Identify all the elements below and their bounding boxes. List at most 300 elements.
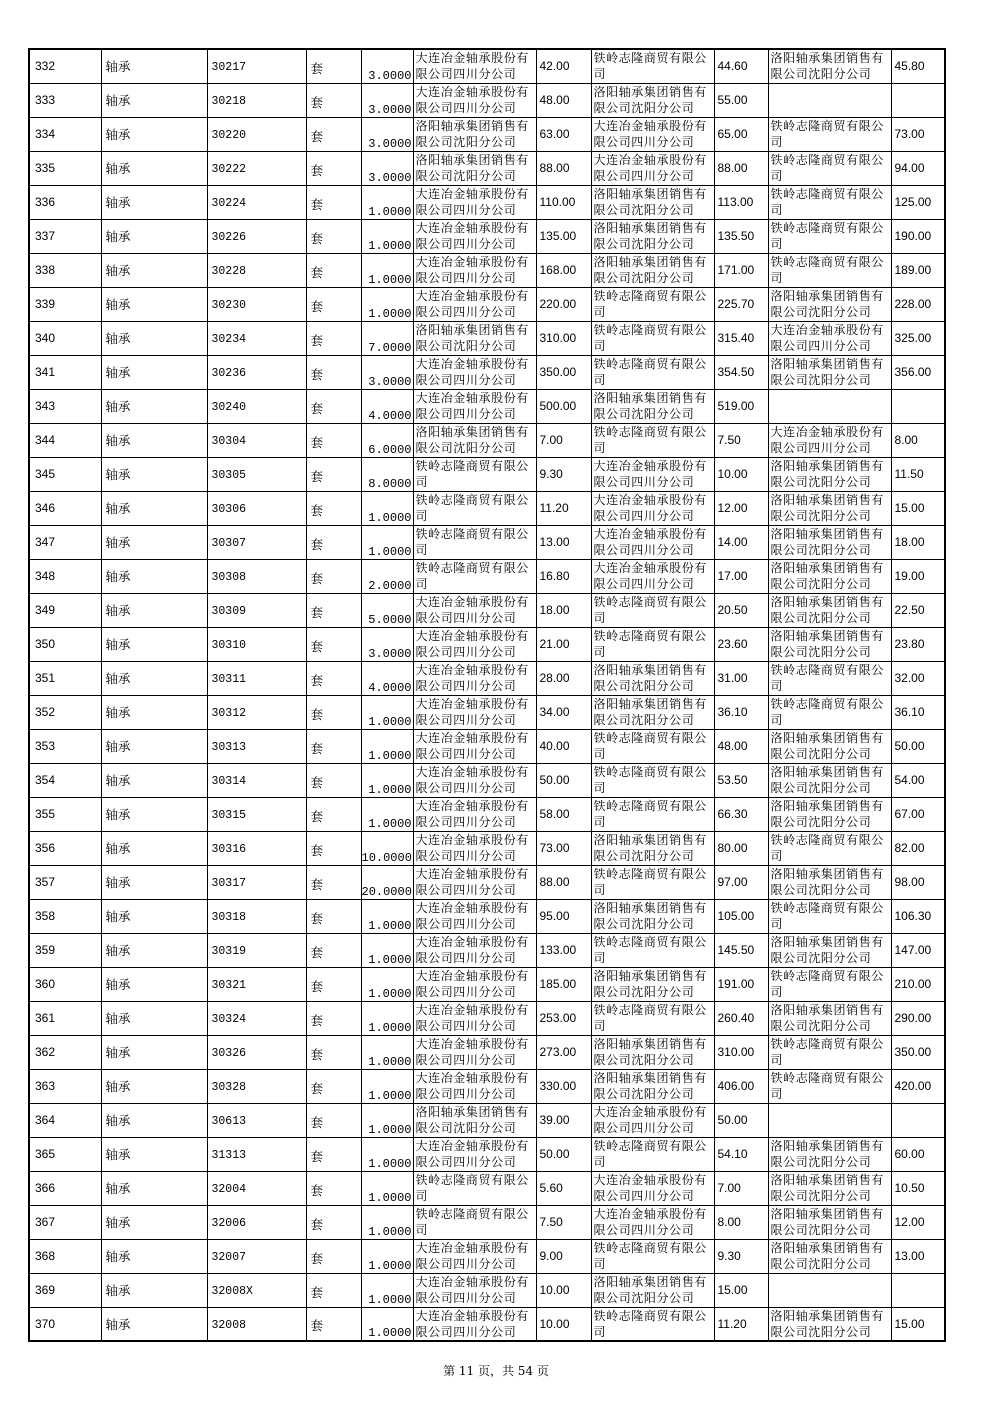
item-model-cell: [207, 219, 306, 253]
item-model: 32007: [211, 1251, 247, 1264]
supplier-2: 大连冶金轴承股份有限公司四川分公司: [593, 1206, 707, 1237]
item-unit-cell: [306, 117, 361, 151]
item-no-cell: [29, 695, 101, 729]
supplier-3: 洛阳轴承集团销售有限公司沈阳分公司: [770, 866, 884, 897]
price-2: 10.00: [717, 467, 748, 481]
table-row: [29, 253, 945, 287]
item-no-cell: [29, 967, 101, 1001]
price-1-cell: [536, 117, 591, 151]
supplier-1: 洛阳轴承集团销售有限公司沈阳分公司: [415, 1104, 529, 1135]
price-2-cell: [714, 219, 768, 253]
supplier-3-cell: [768, 117, 891, 151]
supplier-1-cell: [413, 865, 536, 899]
item-quantity-cell: [361, 695, 413, 729]
price-3: 22.50: [894, 603, 925, 617]
item-name: 轴承: [105, 841, 131, 856]
supplier-3: 洛阳轴承集团销售有限公司沈阳分公司: [770, 1308, 884, 1339]
item-quantity: 3.0000: [368, 646, 412, 661]
item-no-cell: [29, 457, 101, 491]
item-model: 30321: [211, 979, 247, 992]
item-no: 341: [35, 365, 56, 379]
supplier-1: 大连冶金轴承股份有限公司四川分公司: [415, 1002, 529, 1033]
item-name: 轴承: [105, 637, 131, 652]
supplier-1-cell: [413, 1035, 536, 1069]
item-no-cell: [29, 1307, 101, 1341]
item-no-cell: [29, 49, 101, 83]
price-3: 15.00: [894, 501, 925, 515]
item-name: 轴承: [105, 365, 131, 380]
price-3-cell: [891, 831, 945, 865]
item-model: 32004: [211, 1183, 247, 1196]
item-model: 30309: [211, 605, 247, 618]
table-row: [29, 1205, 945, 1239]
price-2: 171.00: [717, 263, 755, 277]
item-name: 轴承: [105, 1249, 131, 1264]
price-3-cell: [891, 1137, 945, 1171]
supplier-1: 大连冶金轴承股份有限公司四川分公司: [415, 968, 529, 999]
price-1-cell: [536, 1273, 591, 1307]
price-3: 18.00: [894, 535, 925, 549]
item-unit-cell: [306, 763, 361, 797]
supplier-1: 大连冶金轴承股份有限公司四川分公司: [415, 1036, 529, 1067]
item-unit: 套: [310, 162, 324, 178]
price-2-cell: [714, 1069, 768, 1103]
item-name: 轴承: [105, 229, 131, 244]
price-1: 310.00: [539, 331, 577, 345]
item-unit: 套: [310, 1182, 324, 1198]
supplier-2-cell: [591, 831, 714, 865]
item-name-cell: [101, 219, 207, 253]
item-quantity: 1.0000: [368, 714, 412, 729]
item-unit: 套: [310, 1080, 324, 1096]
item-unit: 套: [310, 876, 324, 892]
item-model-cell: [207, 967, 306, 1001]
item-no: 354: [35, 773, 56, 787]
supplier-1: 铁岭志隆商贸有限公司: [415, 1172, 529, 1203]
price-3-cell: [891, 593, 945, 627]
item-model-cell: [207, 1103, 306, 1137]
item-model: 31313: [211, 1149, 247, 1162]
price-2: 17.00: [717, 569, 748, 583]
price-2-cell: [714, 151, 768, 185]
item-quantity-cell: [361, 559, 413, 593]
item-unit: 套: [310, 1012, 324, 1028]
item-model: 30217: [211, 61, 247, 75]
item-unit-cell: [306, 287, 361, 321]
supplier-3: 铁岭志隆商贸有限公司: [770, 832, 884, 863]
item-unit-cell: [306, 661, 361, 695]
supplier-2: 铁岭志隆商贸有限公司: [593, 1138, 707, 1169]
price-2: 135.50: [717, 229, 755, 243]
item-no: 361: [35, 1011, 56, 1025]
supplier-2: 大连冶金轴承股份有限公司四川分公司: [593, 1104, 707, 1135]
price-1: 11.20: [539, 501, 569, 515]
price-2: 54.10: [717, 1147, 748, 1161]
supplier-2-cell: [591, 1001, 714, 1035]
price-3: 19.00: [894, 569, 925, 583]
item-model: 30318: [211, 911, 247, 924]
item-name-cell: [101, 1273, 207, 1307]
price-3-cell: [891, 1273, 945, 1307]
item-model: 30236: [211, 367, 247, 380]
supplier-2-cell: [591, 457, 714, 491]
price-2: 65.00: [717, 127, 748, 141]
item-no-cell: [29, 797, 101, 831]
supplier-1-cell: [413, 355, 536, 389]
price-1-cell: [536, 1239, 591, 1273]
price-1: 253.00: [539, 1011, 577, 1025]
supplier-1: 铁岭志隆商贸有限公司: [415, 1206, 529, 1237]
supplier-1: 大连冶金轴承股份有限公司四川分公司: [415, 1274, 529, 1305]
price-3-cell: [891, 1103, 945, 1137]
item-no: 337: [35, 229, 56, 243]
item-name: 轴承: [105, 943, 131, 958]
item-quantity-cell: [361, 1307, 413, 1341]
table-row: [29, 661, 945, 695]
supplier-1-cell: [413, 593, 536, 627]
supplier-1-cell: [413, 797, 536, 831]
price-3: 190.00: [894, 229, 932, 243]
item-quantity-cell: [361, 253, 413, 287]
supplier-2-cell: [591, 83, 714, 117]
item-quantity-cell: [361, 287, 413, 321]
item-name-cell: [101, 1035, 207, 1069]
price-1: 18.00: [539, 603, 570, 617]
supplier-2-cell: [591, 219, 714, 253]
item-name: 轴承: [105, 671, 131, 686]
supplier-3-cell: [768, 933, 891, 967]
item-no-cell: [29, 627, 101, 661]
price-3-cell: [891, 899, 945, 933]
price-2: 88.00: [717, 161, 748, 175]
supplier-1-cell: [413, 185, 536, 219]
item-name-cell: [101, 763, 207, 797]
price-1-cell: [536, 491, 591, 525]
item-quantity-cell: [361, 729, 413, 763]
item-quantity-cell: [361, 967, 413, 1001]
supplier-3: 大连冶金轴承股份有限公司四川分公司: [770, 424, 884, 455]
item-quantity-cell: [361, 1205, 413, 1239]
item-model-cell: [207, 899, 306, 933]
item-model: 30316: [211, 843, 247, 856]
supplier-2: 洛阳轴承集团销售有限公司沈阳分公司: [593, 832, 707, 863]
price-1: 50.00: [539, 1147, 570, 1161]
supplier-3: 洛阳轴承集团销售有限公司沈阳分公司: [770, 934, 884, 965]
price-1: 50.00: [539, 773, 570, 787]
supplier-1-cell: [413, 661, 536, 695]
item-quantity: 1.0000: [368, 782, 412, 797]
item-no-cell: [29, 1103, 101, 1137]
supplier-3-cell: [768, 831, 891, 865]
item-model: 30308: [211, 571, 247, 584]
item-model-cell: [207, 593, 306, 627]
table-row: [29, 389, 945, 423]
item-unit: 套: [310, 400, 324, 416]
price-2-cell: [714, 83, 768, 117]
price-2: 113.00: [717, 195, 754, 209]
supplier-3-cell: [768, 525, 891, 559]
item-no-cell: [29, 1069, 101, 1103]
item-no: 369: [35, 1283, 56, 1297]
item-no: 338: [35, 263, 56, 277]
item-quantity: 1.0000: [368, 1258, 412, 1273]
item-quantity-cell: [361, 899, 413, 933]
supplier-1-cell: [413, 389, 536, 423]
item-name: 轴承: [105, 705, 131, 720]
price-2: 36.10: [717, 705, 748, 719]
supplier-3-cell: [768, 729, 891, 763]
item-model-cell: [207, 321, 306, 355]
supplier-2-cell: [591, 185, 714, 219]
item-model: 30226: [211, 231, 247, 244]
item-quantity-cell: [361, 933, 413, 967]
supplier-3-cell: [768, 1307, 891, 1341]
price-3: 36.10: [894, 705, 925, 719]
supplier-3-cell: [768, 695, 891, 729]
table-row: [29, 117, 945, 151]
item-quantity: 3.0000: [368, 374, 412, 389]
supplier-2-cell: [591, 287, 714, 321]
supplier-2-cell: [591, 1239, 714, 1273]
price-2: 15.00: [717, 1283, 748, 1297]
price-3: 350.00: [894, 1045, 932, 1059]
supplier-3-cell: [768, 763, 891, 797]
supplier-2-cell: [591, 321, 714, 355]
item-name: 轴承: [105, 535, 131, 550]
item-unit: 套: [310, 298, 324, 314]
table-row: [29, 185, 945, 219]
item-no-cell: [29, 83, 101, 117]
price-1: 42.00: [539, 59, 570, 74]
item-model: 30613: [211, 1115, 247, 1128]
item-no-cell: [29, 763, 101, 797]
price-3-cell: [891, 627, 945, 661]
supplier-1: 洛阳轴承集团销售有限公司沈阳分公司: [415, 152, 529, 183]
supplier-3-cell: [768, 593, 891, 627]
table-row: [29, 559, 945, 593]
item-model-cell: [207, 1137, 306, 1171]
price-2-cell: [714, 1035, 768, 1069]
item-no: 350: [35, 637, 56, 651]
supplier-2: 大连冶金轴承股份有限公司四川分公司: [593, 458, 707, 489]
item-quantity: 20.0000: [361, 884, 412, 899]
item-quantity: 1.0000: [368, 1156, 412, 1171]
table-row: [29, 627, 945, 661]
table-row: [29, 933, 945, 967]
page-number-text: 第 11 页，共 54 页: [443, 1364, 549, 1378]
item-no-cell: [29, 1205, 101, 1239]
item-name: 轴承: [105, 1215, 131, 1230]
price-1-cell: [536, 525, 591, 559]
item-name-cell: [101, 797, 207, 831]
item-quantity: 3.0000: [368, 102, 412, 117]
item-quantity-cell: [361, 1069, 413, 1103]
supplier-1-cell: [413, 457, 536, 491]
item-unit: 套: [310, 94, 324, 110]
price-3: 8.00: [894, 433, 918, 447]
supplier-2-cell: [591, 1137, 714, 1171]
supplier-3-cell: [768, 661, 891, 695]
price-1-cell: [536, 559, 591, 593]
item-name: 轴承: [105, 1045, 131, 1060]
price-3-cell: [891, 117, 945, 151]
item-name-cell: [101, 729, 207, 763]
item-no: 336: [35, 195, 56, 209]
item-quantity-cell: [361, 389, 413, 423]
item-no: 335: [35, 161, 56, 175]
price-2-cell: [714, 321, 768, 355]
item-no-cell: [29, 321, 101, 355]
supplier-2: 铁岭志隆商贸有限公司: [593, 764, 707, 795]
price-3-cell: [891, 355, 945, 389]
table-row: [29, 1035, 945, 1069]
item-unit-cell: [306, 525, 361, 559]
table-row: [29, 491, 945, 525]
item-quantity: 1.0000: [368, 306, 412, 321]
supplier-1-cell: [413, 967, 536, 1001]
price-2-cell: [714, 763, 768, 797]
item-model: 30224: [211, 197, 247, 210]
supplier-1: 大连冶金轴承股份有限公司四川分公司: [415, 1308, 529, 1339]
item-no: 358: [35, 909, 56, 923]
supplier-1-cell: [413, 1171, 536, 1205]
table-row: [29, 457, 945, 491]
price-3: 10.50: [894, 1181, 925, 1195]
item-unit: 套: [310, 468, 324, 484]
price-2-cell: [714, 355, 768, 389]
supplier-1-cell: [413, 253, 536, 287]
price-2: 48.00: [717, 739, 748, 753]
item-no: 353: [35, 739, 56, 753]
supplier-2: 铁岭志隆商贸有限公司: [593, 356, 707, 387]
price-3: 106.30: [894, 909, 932, 923]
item-unit-cell: [306, 729, 361, 763]
price-1-cell: [536, 1307, 591, 1341]
supplier-1: 洛阳轴承集团销售有限公司沈阳分公司: [415, 118, 529, 149]
item-name-cell: [101, 1239, 207, 1273]
supplier-2: 铁岭志隆商贸有限公司: [593, 288, 707, 319]
item-model: 30234: [211, 333, 247, 346]
item-name-cell: [101, 389, 207, 423]
item-name-cell: [101, 831, 207, 865]
item-no: 352: [35, 705, 56, 719]
item-model: 32008X: [211, 1285, 253, 1298]
supplier-2-cell: [591, 559, 714, 593]
item-name: 轴承: [105, 433, 131, 448]
item-model-cell: [207, 695, 306, 729]
item-no-cell: [29, 899, 101, 933]
price-2-cell: [714, 1205, 768, 1239]
price-3-cell: [891, 967, 945, 1001]
price-2-cell: [714, 661, 768, 695]
item-name-cell: [101, 933, 207, 967]
supplier-3: 铁岭志隆商贸有限公司: [770, 696, 884, 727]
supplier-2: 铁岭志隆商贸有限公司: [593, 798, 707, 829]
supplier-2: 洛阳轴承集团销售有限公司沈阳分公司: [593, 696, 707, 727]
supplier-3-cell: [768, 1137, 891, 1171]
supplier-2: 铁岭志隆商贸有限公司: [593, 628, 707, 659]
supplier-3-cell: [768, 559, 891, 593]
price-2: 44.60: [717, 59, 748, 74]
price-2-cell: [714, 1239, 768, 1273]
supplier-3: 洛阳轴承集团销售有限公司沈阳分公司: [770, 1002, 884, 1033]
supplier-2: 铁岭志隆商贸有限公司: [593, 1308, 707, 1339]
supplier-3-cell: [768, 627, 891, 661]
price-1: 34.00: [539, 705, 570, 719]
price-3: 54.00: [894, 773, 925, 787]
supplier-1-cell: [413, 1001, 536, 1035]
item-no-cell: [29, 1273, 101, 1307]
item-model-cell: [207, 457, 306, 491]
item-model: 30218: [211, 95, 247, 108]
price-3: 356.00: [894, 365, 932, 379]
supplier-2: 铁岭志隆商贸有限公司: [593, 1240, 707, 1271]
supplier-3: 铁岭志隆商贸有限公司: [770, 118, 884, 149]
item-unit-cell: [306, 389, 361, 423]
item-unit: 套: [310, 672, 324, 688]
price-1: 9.30: [539, 467, 563, 481]
item-quantity: 3.0000: [368, 170, 412, 185]
supplier-3-cell: [768, 967, 891, 1001]
item-model-cell: [207, 117, 306, 151]
supplier-1-cell: [413, 831, 536, 865]
supplier-1: 大连冶金轴承股份有限公司四川分公司: [415, 764, 529, 795]
supplier-2: 洛阳轴承集团销售有限公司沈阳分公司: [593, 186, 707, 217]
supplier-2-cell: [591, 763, 714, 797]
price-3-cell: [891, 1307, 945, 1341]
supplier-3-cell: [768, 1205, 891, 1239]
item-no-cell: [29, 491, 101, 525]
price-1-cell: [536, 1103, 591, 1137]
supplier-1: 洛阳轴承集团销售有限公司沈阳分公司: [415, 424, 529, 455]
supplier-3-cell: [768, 83, 891, 117]
item-name: 轴承: [105, 1079, 131, 1094]
supplier-3-cell: [768, 389, 891, 423]
item-unit-cell: [306, 695, 361, 729]
item-name: 轴承: [105, 1316, 131, 1332]
table-row: [29, 321, 945, 355]
supplier-1-cell: [413, 49, 536, 83]
item-model: 30312: [211, 707, 247, 720]
item-model: 30222: [211, 163, 247, 176]
item-quantity-cell: [361, 491, 413, 525]
supplier-1-cell: [413, 287, 536, 321]
supplier-3-cell: [768, 1171, 891, 1205]
supplier-3: 铁岭志隆商贸有限公司: [770, 662, 884, 693]
price-1: 5.60: [539, 1181, 563, 1195]
supplier-2: 大连冶金轴承股份有限公司四川分公司: [593, 152, 707, 183]
table-body: [29, 49, 945, 1341]
item-no: 355: [35, 807, 56, 821]
price-2-cell: [714, 525, 768, 559]
price-1: 7.50: [539, 1215, 563, 1229]
item-quantity: 3.0000: [368, 136, 412, 151]
item-name: 轴承: [105, 297, 131, 312]
item-quantity-cell: [361, 627, 413, 661]
supplier-2-cell: [591, 933, 714, 967]
item-no-cell: [29, 219, 101, 253]
price-1-cell: [536, 695, 591, 729]
price-3: 290.00: [894, 1011, 932, 1025]
table-row: [29, 1239, 945, 1273]
price-3: 228.00: [894, 297, 932, 311]
supplier-3: 洛阳轴承集团销售有限公司沈阳分公司: [770, 51, 884, 81]
supplier-2: 铁岭志隆商贸有限公司: [593, 1002, 707, 1033]
item-name: 轴承: [105, 467, 131, 482]
item-quantity: 1.0000: [368, 238, 412, 253]
price-2-cell: [714, 287, 768, 321]
item-unit-cell: [306, 1273, 361, 1307]
